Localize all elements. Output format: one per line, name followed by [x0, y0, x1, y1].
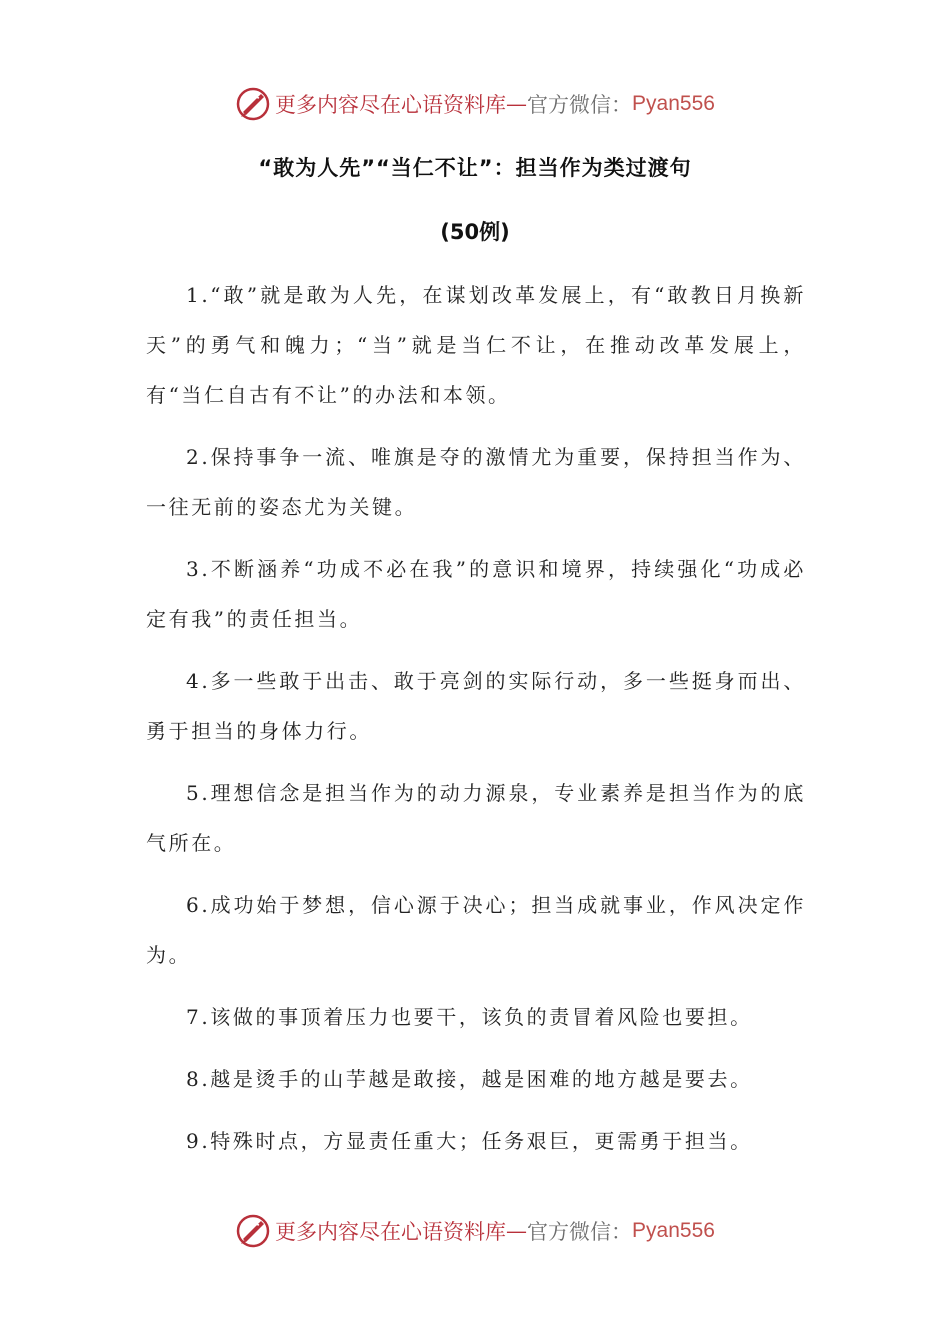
item-list	[146, 270, 806, 1178]
list-item: 5.理想信念是担当作为的动力源泉，专业素养是担当作为的底气所在。	[146, 781, 806, 855]
banner-wechat-label: 官方微信：	[527, 1220, 633, 1244]
list-item: 6.成功始于梦想，信心源于决心；担当成就事业，作风决定作为。	[146, 893, 806, 967]
banner-wechat-label: 官方微信：	[527, 93, 633, 117]
list-item: 1.“敢”就是敢为人先，在谋划改革发展上，有“敢教日月换新天”的勇气和魄力；“当”就是当仁不让，在推动改革发展上，有“当仁自古有不让”的办法和本领。	[146, 283, 806, 407]
banner-wechat-id: Pyan556	[632, 92, 715, 115]
quill-pen-logo-icon	[235, 86, 271, 122]
banner-text: 更多内容尽在心语资料库	[275, 93, 507, 117]
list-item: 9.特殊时点，方显责任重大；任务艰巨，更需勇于担当。	[186, 1129, 753, 1153]
list-item: 8.越是烫手的山芋越是敢接，越是困难的地方越是要去。	[186, 1067, 753, 1091]
page-subtitle: (50例)	[440, 220, 510, 244]
banner-dash: —	[506, 92, 528, 116]
list-item: 2.保持事争一流、唯旗是夺的激情尤为重要，保持担当作为、一往无前的姿态尤为关键。	[146, 445, 806, 519]
list-item: 7.该做的事顶着压力也要干，该负的责冒着风险也要担。	[186, 1005, 753, 1029]
list-item: 3.不断涵养“功成不必在我”的意识和境界，持续强化“功成必定有我”的责任担当。	[146, 557, 806, 631]
banner-text: 更多内容尽在心语资料库	[275, 1220, 507, 1244]
page-title: “敢为人先”“当仁不让”：担当作为类过渡句	[258, 156, 692, 180]
list-item: 4.多一些敢于出击、敢于亮剑的实际行动，多一些挺身而出、勇于担当的身体力行。	[146, 669, 806, 743]
quill-pen-logo-icon	[235, 1213, 271, 1249]
header-banner	[0, 84, 950, 124]
footer-banner	[0, 1211, 950, 1251]
banner-wechat-id: Pyan556	[632, 1219, 715, 1242]
banner-dash: —	[506, 1219, 528, 1243]
